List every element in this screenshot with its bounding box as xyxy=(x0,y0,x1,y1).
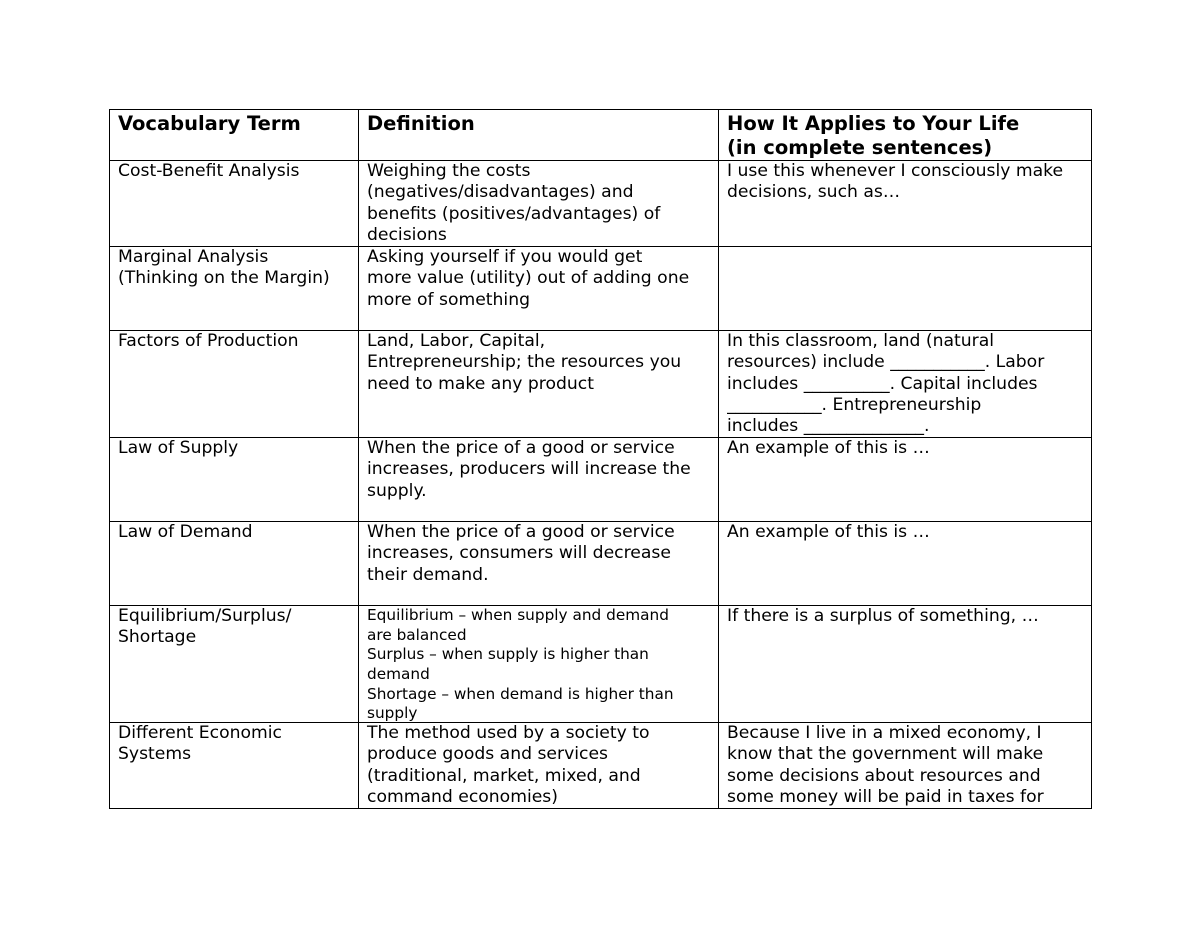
table-row xyxy=(110,161,1092,247)
definition-cell: Weighing the costs (negatives/disadvantages) and benefits (positives/advantages) of decisions xyxy=(359,161,719,247)
table-row xyxy=(110,606,1092,723)
definition-cell: When the price of a good or service increases, producers will increase the supply. xyxy=(359,438,719,522)
definition-cell: When the price of a good or service increases, consumers will decrease their demand. xyxy=(359,522,719,606)
table-row xyxy=(110,247,1092,331)
term-cell: Cost-Benefit Analysis xyxy=(110,161,359,247)
application-cell: An example of this is … xyxy=(719,522,1092,606)
table-row xyxy=(110,438,1092,522)
application-cell: I use this whenever I consciously make decisions, such as… xyxy=(719,161,1092,247)
application-cell xyxy=(719,247,1092,331)
term-cell: Law of Demand xyxy=(110,522,359,606)
definition-cell: Equilibrium – when supply and demand are balanced Surplus – when supply is higher than demand Shortage – when demand is higher than supply xyxy=(359,606,719,723)
header-vocabulary-term: Vocabulary Term xyxy=(110,110,359,161)
table-row xyxy=(110,522,1092,606)
definition-cell: The method used by a society to produce goods and services (traditional, market, mixed, and command economies) xyxy=(359,723,719,809)
table-header-row xyxy=(110,110,1092,161)
header-definition: Definition xyxy=(359,110,719,161)
term-cell: Marginal Analysis (Thinking on the Margin) xyxy=(110,247,359,331)
application-cell: In this classroom, land (natural resources) include ___________. Labor includes __________. Capital includes ___________. Entrepreneurship includes ______________. xyxy=(719,331,1092,438)
definition-cell: Land, Labor, Capital, Entrepreneurship; the resources you need to make any product xyxy=(359,331,719,438)
term-cell: Different Economic Systems xyxy=(110,723,359,809)
table-row xyxy=(110,723,1092,809)
term-cell: Factors of Production xyxy=(110,331,359,438)
term-cell: Equilibrium/Surplus/ Shortage xyxy=(110,606,359,723)
vocabulary-table xyxy=(109,109,1092,809)
definition-cell: Asking yourself if you would get more value (utility) out of adding one more of something xyxy=(359,247,719,331)
application-cell: If there is a surplus of something, … xyxy=(719,606,1092,723)
application-cell: Because I live in a mixed economy, I know that the government will make some decisions about resources and some money will be paid in taxes for xyxy=(719,723,1092,809)
header-application: How It Applies to Your Life (in complete sentences) xyxy=(719,110,1092,161)
application-cell: An example of this is … xyxy=(719,438,1092,522)
term-cell: Law of Supply xyxy=(110,438,359,522)
table-row xyxy=(110,331,1092,438)
